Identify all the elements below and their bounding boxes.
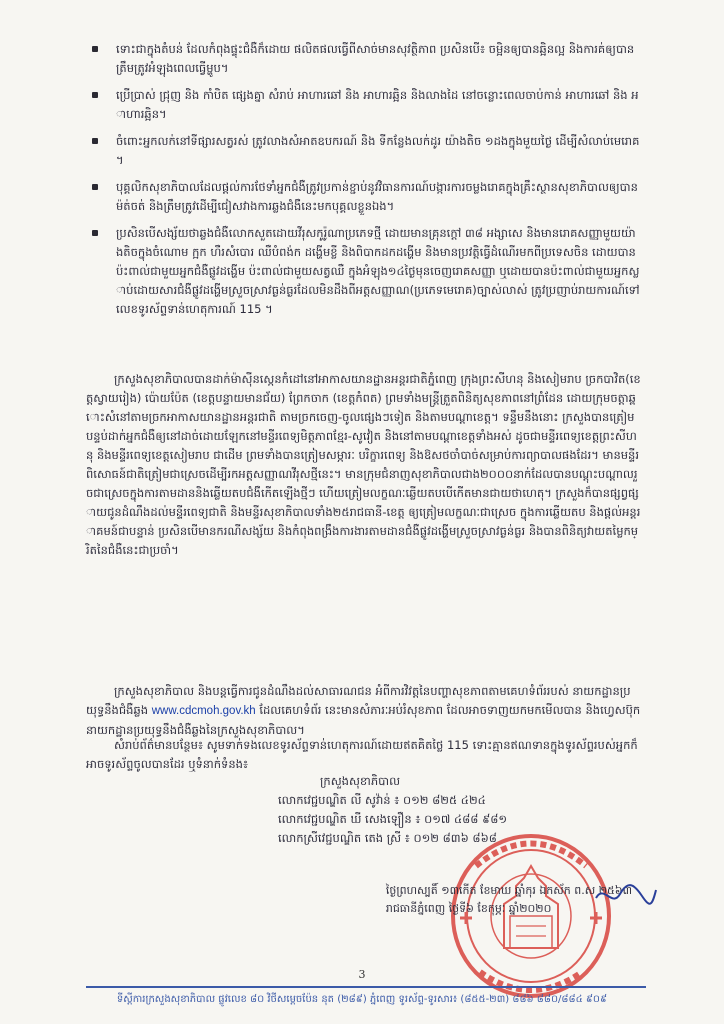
paragraph-website bbox=[86, 682, 641, 740]
contact-person: លោកវេជ្ជបណ្ឌិត ឃី សេងឡឿន ៖ ០១៧ ៤៨៨ ៩៨១ bbox=[278, 812, 508, 826]
bullet-text: ប្រើប្រាស់ ជ្រុញ និង កាំបិត ផ្សេងគ្នា សំរាប់ អាហារឆៅ និង អាហារឆ្អិន និងលាងដៃ នៅចន្លោះពេលចាប់កាន់ អាហារឆៅ និង អាហារឆ្អិន។ bbox=[116, 88, 639, 121]
lunar-date: ថ្ងៃព្រហស្បតិ៍ ១៣កើត ខែមាឃ ឆ្នាំកុរ ឯកស័ក ព.ស ២៥៦៣ bbox=[385, 884, 632, 897]
footer-address: ទីស្ដីការក្រសួងសុខាភិបាល ផ្លូវលេខ ៨០ វិថីសម្ដេចប៉ែន នុត (២៨៩) ភ្នំពេញ ទូរស័ព្ទ-ទូរសារ៖ (៨៥៥-២៣) ៨៨៦ ៨៨០/៨៨៤ ៩០៩ bbox=[116, 994, 608, 1005]
contact-person: លោកស្រីវេជ្ជបណ្ឌិត តេង ស្រី ៖ ០១២ ៨៣៦ ៨៦៨ bbox=[278, 831, 497, 845]
square-bullet-icon bbox=[92, 92, 98, 98]
contact-person: លោកវេជ្ជបណ្ឌិត លី សូវ៉ាន់ ៖ ០១២ ៨២៥ ៤២៤ bbox=[278, 793, 486, 807]
list-item bbox=[86, 178, 641, 216]
page-number: 3 bbox=[358, 968, 366, 981]
square-bullet-icon bbox=[92, 138, 98, 144]
square-bullet-icon bbox=[92, 46, 98, 52]
bullet-text: ទោះជាក្នុងតំបន់ ដែលកំពុងផ្ទុះជំងឺក៏ដោយ ផលិតផលធ្វើពីសាច់មានសុវត្ថិភាព ប្រសិនបើ៖ ចម្អិនឲ្យបានឆ្អិនល្អ និងការគ់ឲ្យបានត្រឹមត្រូវអំឡុងពេលធ្វើម្ហូប។ bbox=[116, 42, 635, 75]
list-item bbox=[86, 132, 641, 170]
bullet-list bbox=[86, 40, 641, 327]
paragraph-website-text-before: ក្រសួងសុខាភិបាល និងបន្តធ្វើការជូនដំណឹងដល់សាធារណជន អំពីការវិវត្តនៃបញ្ហាសុខភាពតាមគេហទំព័ររបស់ នាយកដ្ឋានប្រយុទ្ធនឹងជំងឺឆ្លង bbox=[86, 684, 631, 717]
website-link[interactable]: www.cdcmoh.gov.kh bbox=[151, 705, 256, 717]
signature-icon bbox=[590, 880, 660, 910]
list-item bbox=[86, 40, 641, 78]
place-and-date: រាជធានីភ្នំពេញ ថ្ងៃទី៦ ខែកុម្ភៈ ឆ្នាំ២០២០ bbox=[385, 902, 552, 915]
paragraph-preparedness: ក្រសួងសុខាភិបាលបានដាក់ម៉ាស៊ីនស្កេនកំដៅនៅអាកាសយានដ្ឋានអន្តរជាតិភ្នំពេញ ក្រុងព្រះសីហនុ និងសៀមរាប ច្រកបាវិត(ខេត្តស្វាយរៀង) ប៉ោយប៉ែត (ខេត្តបន្ទាយមានជ័យ) ព្រែកចាក (ខេត្តកំពត) ព្រមទាំងមន្ត្រីត្រួតពិនិត្យសុខភាពនៅព្រំដែន ដោយក្រុមចត្តាឆ្ពោះសំនៅតាមច្រកអាកាសយានដ្ឋានអន្តរជាតិ តាមច្រកចេញ-ចូលផ្សេងៗទៀត និងតាមបណ្ដាខេត្ត។ ទន្ទឹមនឹងនោះ ក្រសួងបានត្រៀមបន្ទប់ដាក់អ្នកជំងឺឲ្យនៅដាច់ដោយឡែកនៅមន្ទីរពេទ្យមិត្តភាពខ្មែរ-សូវៀត និងនៅតាមបណ្ដាខេត្តទាំងអស់ ដូចជាមន្ទីរពេទ្យខេត្តព្រះសីហនុ និងមន្ទីរពេទ្យខេត្តសៀមរាប ជាដើម ព្រមទាំងបានត្រៀមសម្ភារៈ បរិក្ខារពេទ្យ និងឱសថចាំបាច់សម្រាប់ការព្យាបាលផងដែរ។ មានមន្ទីរពិសោធន៍ជាតិត្រៀមជាស្រេចដើម្បីរកអត្តសញ្ញាណវីរុសថ្មីនេះ។ មានក្រុមជំនាញសុខាភិបាលជាង២០០០នាក់ដែលបានបណ្ដុះបណ្ដាលរួចជាស្រេចក្នុងការតាមដាននិងឆ្លើយតបជំងឺកើតឡើងថ្មីៗ ហើយត្រៀមលក្ខណៈឆ្លើយតបបើកើតមានជាយថាហេតុ។ ក្រសួងក៏បានផ្សព្វផ្សាយជូនដំណឹងដល់មន្ទីរពេទ្យជាតិ និងមន្ទីរសុខាភិបាលទាំង២៥រាជធានី-ខេត្ត ឲ្យត្រៀមលក្ខណៈជាស្រេច ក្នុងការឆ្លើយតប និងផ្ដល់អន្តរាគមន៍ជាបន្ទាន់ ប្រសិនបើមានករណីសង្ស័យ និងកំពុងពង្រឹងការងារតាមដានជំងឺផ្លូវដង្ហើមស្រួចស្រាវធ្ងន់ធ្ងរ និងបានពិនិត្យវាយតម្លៃកម្រិតនៃជំងឺនេះជាប្រចាំ។ bbox=[86, 372, 641, 557]
paragraph-website-text-after: ដែលគេហទំព័រ នេះមានសំភារៈអប់រំសុខភាព ដែលអាចទាញយកមកមើលបាន និងហ្វេសប៊ុកនាយកដ្ឋានប្រយុទ្ធនឹងជំងឺឆ្លងនៃក្រសួងសុខាភិបាល។ bbox=[86, 703, 641, 737]
footer-divider bbox=[86, 986, 646, 988]
list-item bbox=[86, 224, 641, 319]
bullet-text: ចំពោះអ្នកលក់នៅទីផ្សារសត្វរស់ ត្រូវលាងសំអាតឧបករណ៍ និង ទីកន្លែងលក់ដូរ យ៉ាងតិច ១ដងក្នុងមួយថ្ងៃ ដើម្បីសំលាប់មេរោគ ។ bbox=[116, 134, 640, 167]
paragraph-hotline: សំរាប់ព័ត៌មានបន្ថែម៖ សូមទាក់ទងលេខទូរស័ព្ទទាន់ហេតុការណ៍ដោយឥតគិតថ្លៃ 115 ទោះគ្មានឥណទានក្នុងទូរស័ព្ទរបស់អ្នកក៏អាចទូរស័ព្ទចូលបានដែរ ឬទំនាក់ទំនង៖ bbox=[86, 738, 638, 771]
square-bullet-icon bbox=[92, 230, 98, 236]
bullet-text: បុគ្គលិកសុខាភិបាលដែលផ្ដល់ការថែទាំអ្នកជំងឺត្រូវប្រកាន់ខ្ជាប់នូវវិធានការណ៍បង្ការការចម្លងរោគក្នុងគ្រឹះស្ថានសុខាភិបាលឲ្យបានម៉ត់ចត់ និងត្រឹមត្រូវដើម្បីជៀសវាងការឆ្លងជំងឺនេះមកបុគ្គលខ្លួនឯង។ bbox=[116, 180, 638, 213]
list-item bbox=[86, 86, 641, 124]
contact-organization: ក្រសួងសុខាភិបាល bbox=[320, 774, 401, 788]
bullet-text: ប្រសិនបើសង្ស័យថាឆ្លងជំងឺលោកសួតដោយវីរុសកូរ៉ូណាប្រភេទថ្មី ដោយមានគ្រុនក្ដៅ ៣៨ អង្សាសេ និងមានរោគសញ្ញាមួយយ៉ាងតិចក្នុងចំណោម ក្អក ហឺរសំបោរ ឈឺបំពង់ក ដង្ហើមខ្លី និងពិបាកដកដង្ហើម និងមានប្រវត្តិធ្វើដំណើរមកពីប្រទេសចិន ដោយបានប៉ះពាល់ជាមួយអ្នកជំងឺផ្លូវដង្ហើម ប៉ះពាល់ជាមួយសត្វឈឺ ក្នុងអំឡុង១៤ថ្ងៃមុនចេញរោគសញ្ញា ឬដោយបានប៉ះពាល់ជាមួយអ្នកស្លាប់ដោយសារជំងឺផ្លូវដង្ហើមស្រួចស្រាវធ្ងន់ធ្ងរដែលមិនដឹងពីអត្តសញ្ញាណ(ប្រភេទមេរោគ)ច្បាស់លាស់ ត្រូវប្រញាប់រាយការណ៍ទៅលេខទូរស័ព្ទទាន់ហេតុការណ៍ 115 ។ bbox=[116, 226, 640, 316]
square-bullet-icon bbox=[92, 184, 98, 190]
